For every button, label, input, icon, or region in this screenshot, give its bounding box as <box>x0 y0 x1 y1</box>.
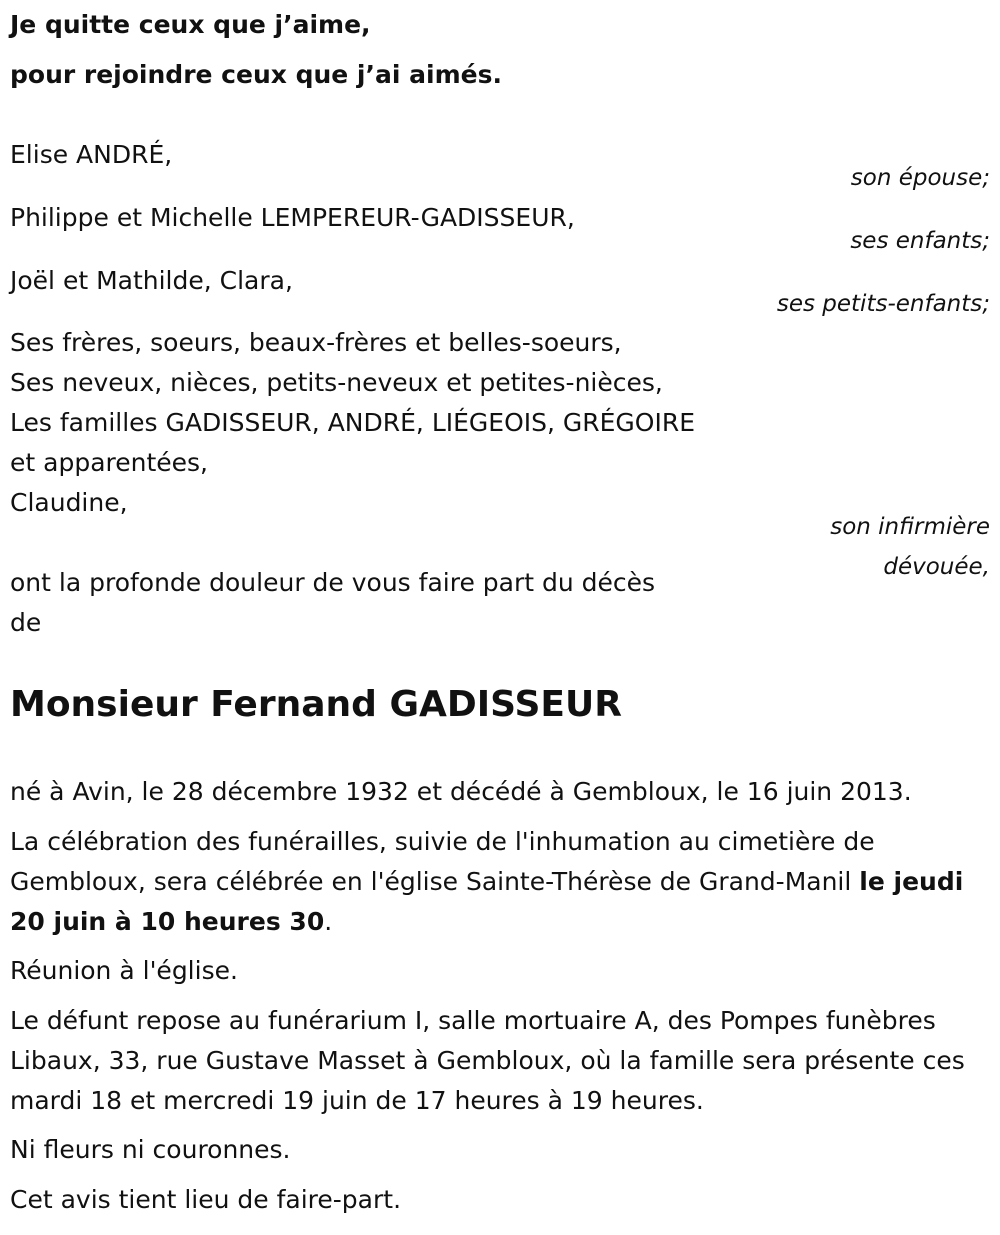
funeral-end: . <box>324 907 333 936</box>
relatives-line: Ses neveux, nièces, petits-neveux et petites-nièces, <box>10 368 663 397</box>
epigraph-line-1: Je quitte ceux que j’aime, <box>10 10 371 39</box>
family-relation-grandchildren: ses petits-enfants; <box>776 291 990 317</box>
funeral-date: le jeudi 20 juin à 10 heures 30 <box>10 867 964 936</box>
funeral-paragraph <box>10 822 970 942</box>
family-relation-spouse: son épouse; <box>850 165 990 191</box>
relatives-line: et apparentées, <box>10 448 208 477</box>
notice-text: Cet avis tient lieu de faire-part. <box>10 1185 402 1214</box>
deceased-name: Monsieur Fernand GADISSEUR <box>10 684 622 725</box>
relatives-line: Les familles GADISSEUR, ANDRÉ, LIÉGEOIS, GRÉGOIRE <box>10 408 696 437</box>
family-names-spouse: Elise ANDRÉ, <box>10 140 173 169</box>
family-relation-children: ses enfants; <box>850 228 990 254</box>
relatives-line: Claudine, <box>10 488 128 517</box>
announcement-line-2: de <box>10 608 42 637</box>
epigraph-line-2: pour rejoindre ceux que j’ai aimés. <box>10 60 502 89</box>
nurse-relation-line-1: son infirmière <box>830 514 990 540</box>
flowers-text: Ni fleurs ni couronnes. <box>10 1135 291 1164</box>
nurse-relation-line-2: dévouée, <box>883 554 990 580</box>
funeral-text: La célébration des funérailles, suivie de l'inhumation au cimetière de Gembloux, sera célébrée en l'église Sainte-Thérèse de Grand-Manil <box>10 827 875 896</box>
birth-death-text: né à Avin, le 28 décembre 1932 et décédé à Gembloux, le 16 juin 2013. <box>10 777 912 806</box>
repose-paragraph: Le défunt repose au funérarium I, salle mortuaire A, des Pompes funèbres Libaux, 33, rue Gustave Masset à Gembloux, où la famille sera présente ces mardi 18 et mercredi 19 juin de 17 heures à 19 heures. <box>10 1006 965 1115</box>
family-names-grandchildren: Joël et Mathilde, Clara, <box>10 266 293 295</box>
family-names-children: Philippe et Michelle LEMPEREUR-GADISSEUR, <box>10 203 575 232</box>
reunion-text: Réunion à l'église. <box>10 956 238 985</box>
relatives-line: Ses frères, soeurs, beaux-frères et belles-soeurs, <box>10 328 622 357</box>
announcement-line-1: ont la profonde douleur de vous faire part du décès <box>10 568 656 597</box>
